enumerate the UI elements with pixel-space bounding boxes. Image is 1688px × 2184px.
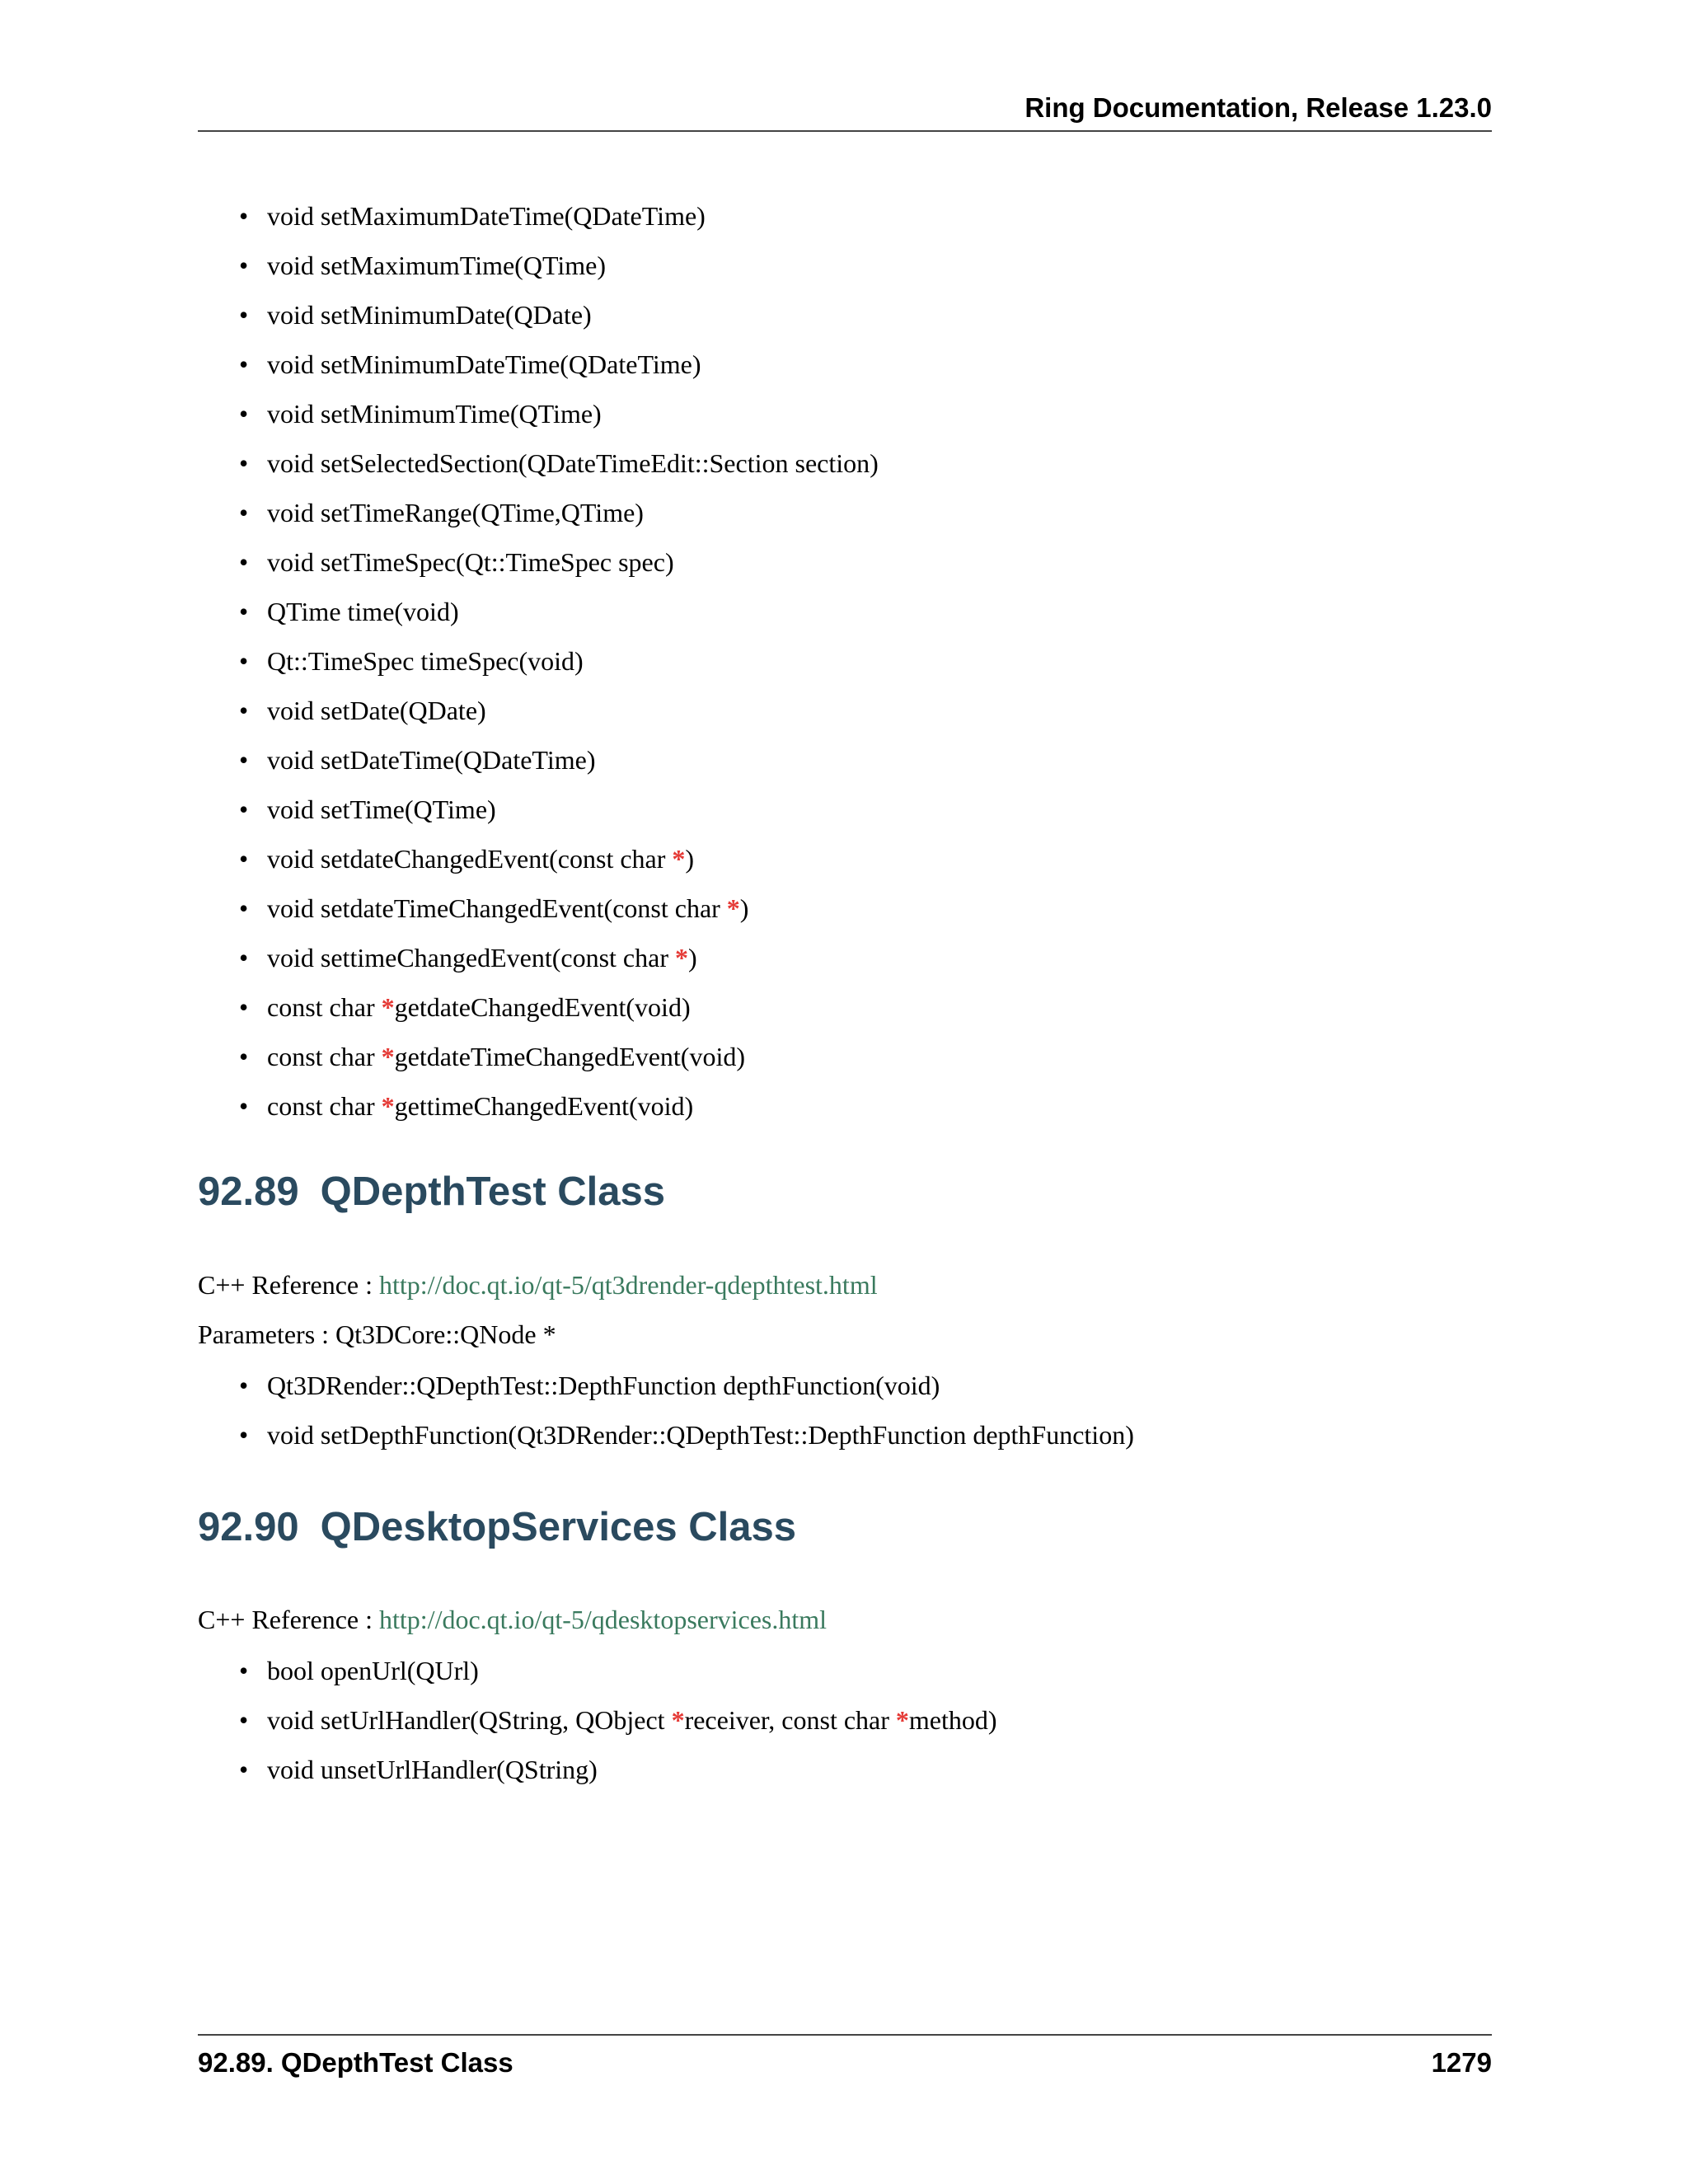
- item-text-part: void settimeChangedEvent(const char: [267, 943, 675, 972]
- item-text: [267, 686, 486, 735]
- item-text-part: gettimeChangedEvent(void): [394, 1091, 694, 1121]
- item-text-part: void setUrlHandler(QString, QObject: [267, 1705, 672, 1735]
- item-text-part: getdateChangedEvent(void): [394, 992, 691, 1022]
- item-text: [267, 241, 606, 290]
- bullet-icon: •: [239, 1420, 249, 1450]
- item-text: [267, 587, 459, 636]
- item-text: [267, 1695, 997, 1745]
- item-text: [267, 537, 674, 587]
- asterisk: *: [381, 1091, 395, 1121]
- item-text-part: const char: [267, 1091, 382, 1121]
- item-text: [267, 340, 701, 389]
- bullet-icon: •: [239, 794, 249, 824]
- item-text: [267, 1032, 745, 1081]
- item-text: [267, 438, 879, 488]
- item-text-part: void setdateChangedEvent(const char: [267, 844, 673, 874]
- item-text: [267, 735, 595, 785]
- bullet-icon: •: [239, 448, 249, 478]
- item-text-part: bool openUrl(QUrl): [267, 1656, 479, 1685]
- bullet-icon: •: [239, 893, 249, 923]
- item-text: [267, 488, 644, 537]
- item-text-part: ): [685, 844, 695, 874]
- item-text-part: const char: [267, 992, 382, 1022]
- section-title: QDesktopServices Class: [320, 1505, 797, 1549]
- item-text-part: void setDate(QDate): [267, 696, 486, 725]
- reference-label: C++ Reference :: [198, 1270, 379, 1300]
- bullet-icon: •: [239, 251, 249, 280]
- item-text: [267, 1361, 940, 1410]
- page-footer: [198, 2034, 1492, 2078]
- parameters-line: Parameters : Qt3DCore::QNode *: [198, 1319, 556, 1349]
- page-header: [198, 92, 1492, 132]
- page-number: 1279: [1431, 2047, 1492, 2078]
- bullet-icon: •: [239, 300, 249, 330]
- bullet-icon: •: [239, 1091, 249, 1121]
- section-number: 92.89: [198, 1169, 299, 1214]
- item-text: [267, 1745, 598, 1794]
- bullet-icon: •: [239, 992, 249, 1022]
- reference-link[interactable]: http://doc.qt.io/qt-5/qdesktopservices.html: [379, 1605, 828, 1634]
- item-text: [267, 933, 697, 982]
- bullet-icon: •: [239, 349, 249, 379]
- bullet-icon: •: [239, 1042, 249, 1071]
- item-text-part: ): [687, 943, 697, 972]
- item-text: [267, 883, 748, 933]
- item-text-part: void unsetUrlHandler(QString): [267, 1755, 598, 1784]
- bullet-icon: •: [239, 844, 249, 874]
- item-text-part: void setTimeRange(QTime,QTime): [267, 498, 644, 527]
- item-text: [267, 1081, 693, 1131]
- asterisk: *: [726, 893, 740, 923]
- item-text: [267, 389, 602, 438]
- item-text-part: method): [908, 1705, 997, 1735]
- bullet-icon: •: [239, 498, 249, 527]
- bullet-icon: •: [239, 547, 249, 577]
- item-text-part: receiver, const char: [684, 1705, 896, 1735]
- item-text-part: ): [739, 893, 749, 923]
- bullet-icon: •: [239, 943, 249, 972]
- asterisk: *: [895, 1705, 909, 1735]
- section-heading-qdesktopservices: [198, 1504, 796, 1550]
- item-text: [267, 191, 706, 241]
- bullet-icon: •: [239, 1656, 249, 1685]
- bullet-icon: •: [239, 646, 249, 676]
- item-text-part: void setDateTime(QDateTime): [267, 745, 596, 775]
- item-text-part: Qt::TimeSpec timeSpec(void): [267, 646, 584, 676]
- section-number: 92.90: [198, 1505, 299, 1549]
- item-text-part: void setMaximumDateTime(QDateTime): [267, 201, 706, 231]
- item-text: [267, 1646, 479, 1695]
- asterisk: *: [381, 1042, 395, 1071]
- item-text-part: void setMinimumTime(QTime): [267, 399, 602, 429]
- item-text-part: void setTime(QTime): [267, 794, 496, 824]
- header-title: Ring Documentation, Release 1.23.0: [1025, 92, 1492, 123]
- asterisk: *: [674, 943, 688, 972]
- bullet-icon: •: [239, 1371, 249, 1400]
- item-text-part: QTime time(void): [267, 597, 459, 626]
- item-text-part: void setSelectedSection(QDateTimeEdit::Section section): [267, 448, 879, 478]
- footer-section: 92.89. QDepthTest Class: [198, 2047, 513, 2078]
- item-text: [267, 785, 496, 834]
- asterisk: *: [671, 1705, 685, 1735]
- bullet-icon: •: [239, 201, 249, 231]
- item-text: [267, 290, 592, 340]
- item-text-part: void setTimeSpec(Qt::TimeSpec spec): [267, 547, 674, 577]
- section-title: QDepthTest Class: [320, 1169, 666, 1214]
- item-text-part: void setdateTimeChangedEvent(const char: [267, 893, 727, 923]
- item-text-part: void setDepthFunction(Qt3DRender::QDepthTest::DepthFunction depthFunction): [267, 1420, 1134, 1450]
- item-text-part: getdateTimeChangedEvent(void): [394, 1042, 745, 1071]
- bullet-icon: •: [239, 597, 249, 626]
- item-text-part: const char: [267, 1042, 382, 1071]
- item-text-part: void setMaximumTime(QTime): [267, 251, 606, 280]
- item-text: [267, 636, 584, 686]
- bullet-icon: •: [239, 1755, 249, 1784]
- reference-label: C++ Reference :: [198, 1605, 379, 1634]
- asterisk: *: [672, 844, 686, 874]
- item-text-part: void setMinimumDateTime(QDateTime): [267, 349, 701, 379]
- bullet-icon: •: [239, 696, 249, 725]
- item-text: [267, 1410, 1134, 1460]
- cpp-reference: [198, 1605, 827, 1635]
- asterisk: *: [381, 992, 395, 1022]
- item-text: [267, 982, 691, 1032]
- bullet-icon: •: [239, 745, 249, 775]
- section-heading-qdepthtest: [198, 1169, 665, 1215]
- bullet-icon: •: [239, 1705, 249, 1735]
- item-text-part: void setMinimumDate(QDate): [267, 300, 592, 330]
- reference-link[interactable]: http://doc.qt.io/qt-5/qt3drender-qdepthtest.html: [379, 1270, 878, 1300]
- item-text: [267, 834, 694, 883]
- item-text-part: Qt3DRender::QDepthTest::DepthFunction depthFunction(void): [267, 1371, 940, 1400]
- cpp-reference: [198, 1270, 878, 1301]
- bullet-icon: •: [239, 399, 249, 429]
